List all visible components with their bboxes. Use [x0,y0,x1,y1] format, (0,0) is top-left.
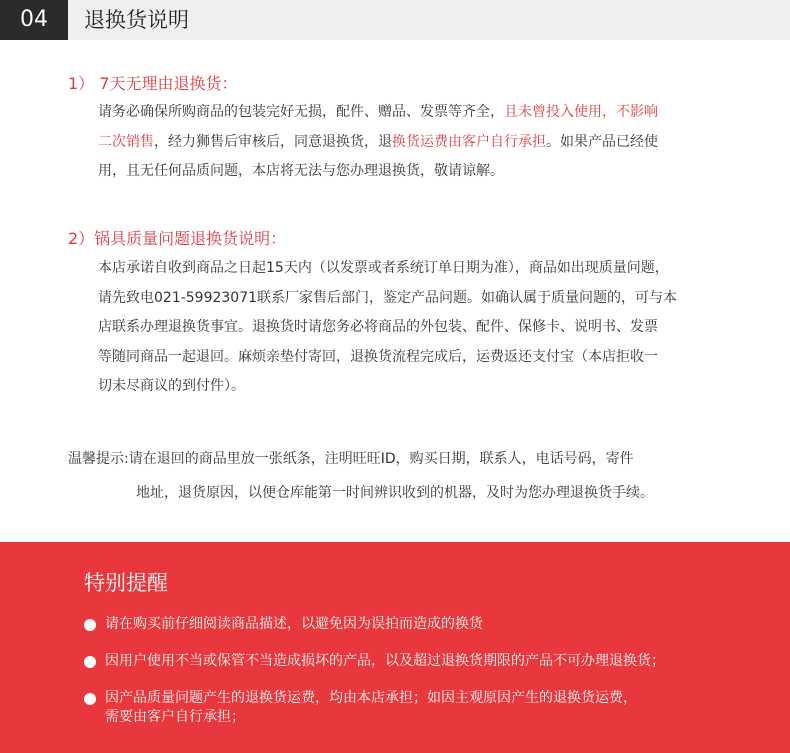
highlight-resale: 二次销售 [98,133,154,150]
policy-line-1: 请务必确保所购商品的包装完好无损，配件、赠品、发票等齐全，且未曾投入使用，不影响 [98,104,658,120]
notice-item: 请在购买前仔细阅读商品描述，以避免因为误拍而造成的换货 [84,615,483,634]
bullet-icon [84,619,96,631]
quality-line: 店联系办理退换货事宜。退换货时请您务必将商品的外包装、配件、保修卡、说明书、发票 [98,319,658,335]
policy-line-3: 用，且无任何品质问题，本店将无法与您办理退换货，敬请谅解。 [98,163,504,179]
highlight-shipping-fee: 换货运费由客户自行承担 [392,133,546,150]
notice-item: 因产品质量问题产生的退换货运费，均由本店承担；如因主观原因产生的退换货运费， 需要由客户自行承担； [84,689,637,727]
notice-item: 因用户使用不当或保管不当造成损坏的产品，以及超过退换货期限的产品不可办理退换货； [84,652,665,671]
quality-line: 等随同商品一起退回。麻烦亲垫付寄回，退换货流程完成后，运费返还支付宝（本店拒收一 [98,348,658,365]
bullet-icon [84,693,96,705]
policy-title-quality: 2）锅具质量问题退换货说明： [68,229,287,248]
quality-line: 本店承诺自收到商品之日起15天内（以发票或者系统订单日期为准），商品如出现质量问题， [98,260,669,276]
notice-title: 特别提醒 [84,571,168,595]
section-number: 04 [0,0,68,40]
section-header [0,0,790,40]
policy-line-2: 二次销售，经力狮售后审核后，同意退换货，退换货运费由客户自行承担。如果产品已经使 [98,133,658,150]
policy-text-quality [98,254,778,402]
policy-title-7-day: 1） 7天无理由退换货： [68,74,238,93]
bullet-icon [84,656,96,668]
warm-tip-line-1: 温馨提示:请在退回的商品里放一张纸条，注明旺旺ID，购买日期，联系人，电话号码，寄件 [68,451,634,467]
special-notice-panel [0,542,790,753]
highlight-unused: 且未曾投入使用，不影响 [504,104,658,120]
section-title: 退换货说明 [84,8,189,32]
quality-line: 请先致电021-59923071联系厂家售后部门，鉴定产品问题。如确认属于质量问题的，可与本 [98,289,678,306]
warm-tip-line-2: 地址，退货原因，以便仓库能第一时间辨识收到的机器，及时为您办理退换货手续。 [136,485,654,501]
quality-line: 切未尽商议的到付件）。 [98,378,245,394]
policy-text-7-day [98,98,778,187]
